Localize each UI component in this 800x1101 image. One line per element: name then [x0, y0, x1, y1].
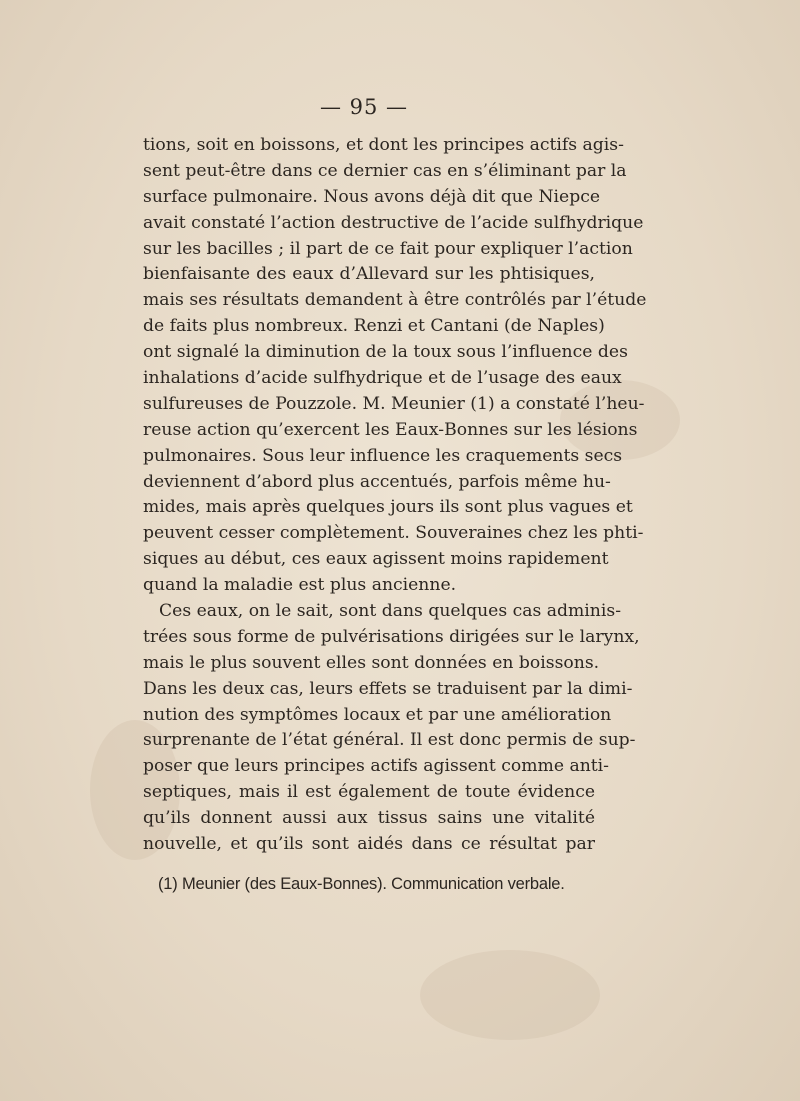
text-line: quand la maladie est plus ancienne. — [143, 575, 457, 596]
paper-stain — [420, 950, 600, 1040]
body-text — [143, 133, 647, 858]
text-line: siques au début, ces eaux agissent moins rapidement — [143, 549, 609, 570]
text-line: poser que leurs principes actifs agissent comme anti- — [143, 756, 609, 777]
text-line: trées sous forme de pulvérisations dirigées sur le larynx, — [143, 626, 640, 647]
text-line: surprenante de l’état général. Il est donc permis de sup- — [143, 730, 636, 751]
text-line: tions, soit en boissons, et dont les principes actifs agis- — [143, 135, 624, 155]
text-line: surface pulmonaire. Nous avons déjà dit que Niepce — [143, 186, 601, 207]
text-line: mides, mais après quelques jours ils sont plus vagues et — [143, 497, 633, 518]
text-line: pulmonaires. Sous leur influence les craquements secs — [143, 445, 623, 466]
text-line: mais ses résultats demandent à être contrôlés par l’étude — [143, 290, 647, 311]
text-line: qu’ils donnent aussi aux tissus sains une vitalité — [143, 808, 595, 829]
text-line: septiques, mais il est également de toute évidence — [143, 782, 595, 803]
text-line: avait constaté l’action destructive de l’acide sulfhydrique — [143, 212, 644, 233]
text-line: nution des symptômes locaux et par une amélioration — [143, 704, 612, 725]
text-line: nouvelle, et qu’ils sont aidés dans ce résultat par — [143, 834, 595, 855]
text-line: peuvent cesser complètement. Souveraines chez les phti- — [143, 523, 644, 544]
text-line: sulfureuses de Pouzzole. M. Meunier (1) a constaté l’heu- — [143, 393, 645, 414]
text-line: mais le plus souvent elles sont données en boissons. — [143, 652, 600, 673]
text-line: Ces eaux, on le sait, sont dans quelques cas adminis- — [159, 601, 621, 622]
text-line: inhalations d’acide sulfhydrique et de l’usage des eaux — [143, 368, 622, 389]
text-line: reuse action qu’exercent les Eaux-Bonnes sur les lésions — [143, 419, 638, 440]
text-line: ont signalé la diminution de la toux sous l’influence des — [143, 342, 628, 363]
footnote: (1) Meunier (des Eaux-Bonnes). Communication verbale. — [158, 875, 565, 893]
text-line: sent peut-être dans ce dernier cas en s’éliminant par la — [143, 160, 627, 181]
text-line: bienfaisante des eaux d’Allevard sur les phtisiques, — [143, 264, 595, 285]
text-line: deviennent d’abord plus accentués, parfois même hu- — [143, 471, 611, 492]
text-line: de faits plus nombreux. Renzi et Cantani (de Naples) — [143, 316, 605, 337]
text-line: sur les bacilles ; il part de ce fait pour expliquer l’action — [143, 238, 633, 259]
page-number: — 95 — — [319, 95, 409, 119]
text-line: Dans les deux cas, leurs effets se traduisent par la dimi- — [143, 678, 633, 699]
